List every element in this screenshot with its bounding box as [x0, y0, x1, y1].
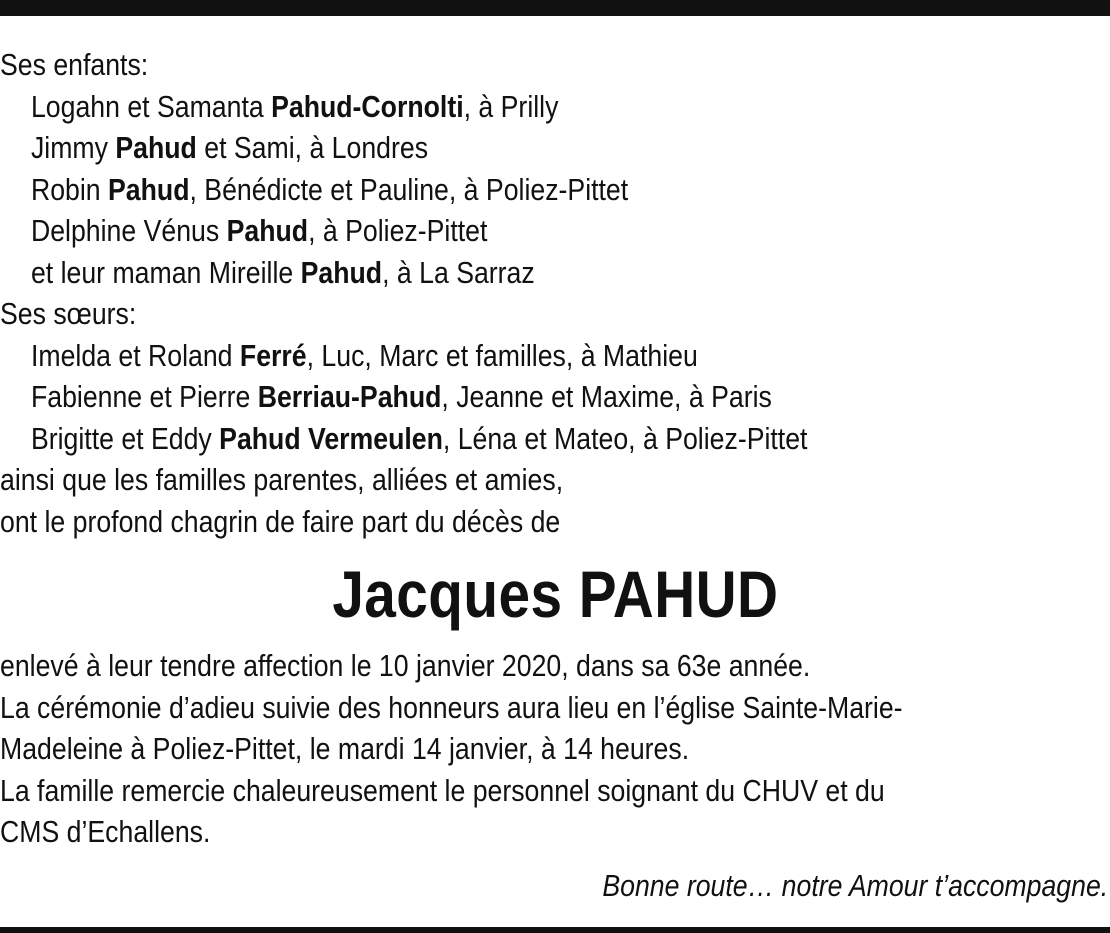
child-surname: Pahud — [300, 254, 383, 290]
sister-line — [0, 376, 1108, 418]
child-location: , à Prilly — [463, 88, 559, 124]
sister-given-names: Fabienne et Pierre — [30, 379, 258, 414]
sister-surname: Berriau-Pahud — [257, 379, 442, 414]
family-list — [0, 44, 1108, 542]
child-line — [0, 169, 1108, 211]
sister-line — [0, 418, 1108, 460]
sister-location: , Léna et Mateo, à Poliez-Pittet — [442, 420, 808, 456]
child-given-names: et leur maman Mireille — [30, 254, 301, 290]
child-line — [0, 210, 1108, 252]
child-line — [0, 252, 1108, 294]
detail-line: CMS d’Echallens. — [0, 814, 211, 849]
child-given-names: Robin — [30, 171, 109, 207]
child-location: , à La Sarraz — [382, 254, 535, 290]
child-surname: Pahud — [108, 171, 190, 207]
detail-line: La cérémonie d’adieu suivie des honneurs aura lieu en l’église Sainte-Marie- — [0, 689, 903, 725]
child-given-names: Logahn et Samanta — [30, 88, 272, 124]
child-line — [0, 127, 1108, 169]
deceased-block — [0, 556, 1110, 632]
detail-line: Madeleine à Poliez-Pittet, le mardi 14 janvier, à 14 heures. — [0, 731, 690, 766]
child-surname: Pahud — [226, 213, 309, 248]
sister-surname: Ferré — [239, 337, 307, 373]
families-line: ainsi que les familles parentes, alliées et amies, — [0, 462, 564, 497]
closing-line: Bonne route… notre Amour t’accompagne. — [602, 868, 1108, 903]
child-surname: Pahud-Cornolti — [271, 88, 464, 124]
detail-line: enlevé à leur tendre affection le 10 janvier 2020, dans sa 63e année. — [0, 648, 811, 683]
child-location: , à Poliez-Pittet — [308, 213, 488, 248]
child-location: et Sami, à Londres — [196, 130, 429, 165]
sister-line — [0, 335, 1108, 377]
sister-given-names: Imelda et Roland — [30, 337, 240, 373]
detail-line: La famille remercie chaleureusement le personnel soignant du CHUV et du — [0, 772, 885, 808]
deceased-name: Jacques PAHUD — [331, 557, 779, 631]
child-given-names: Jimmy — [30, 130, 116, 165]
children-heading: Ses enfants: — [0, 47, 149, 82]
sisters-heading: Ses sœurs: — [0, 296, 137, 331]
child-line — [0, 86, 1108, 128]
child-surname: Pahud — [115, 130, 197, 165]
ceremony-details — [0, 645, 1108, 853]
sister-surname: Pahud Vermeulen — [219, 420, 443, 456]
announcement-line: ont le profond chagrin de faire part du décès de — [0, 503, 561, 539]
child-location: , Bénédicte et Pauline, à Poliez-Pittet — [189, 171, 629, 207]
child-given-names: Delphine Vénus — [30, 213, 227, 248]
bottom-rule — [0, 927, 1110, 933]
top-rule — [0, 0, 1110, 16]
sister-location: , Luc, Marc et familles, à Mathieu — [306, 337, 698, 373]
sister-location: , Jeanne et Maxime, à Paris — [441, 379, 772, 414]
sister-given-names: Brigitte et Eddy — [30, 420, 220, 456]
